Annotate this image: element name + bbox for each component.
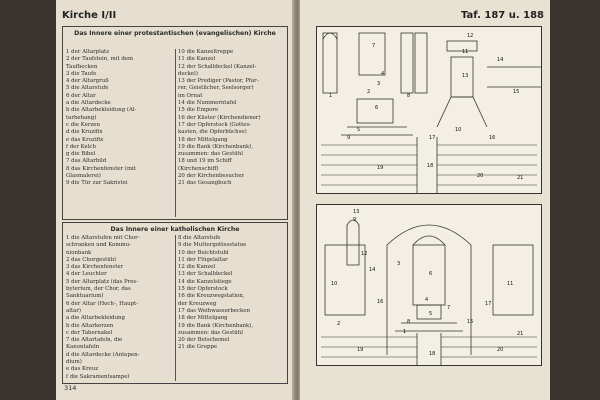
legend-item: 20 der Kirchenbesucher bbox=[178, 173, 245, 180]
legend-item: a die Altarbekleidung bbox=[66, 315, 125, 322]
catholic-church-legend bbox=[62, 222, 288, 384]
callout-number: 14 bbox=[497, 57, 504, 63]
callout-number: 14 bbox=[369, 267, 376, 273]
legend-item: zusammen: das Gestühl bbox=[178, 151, 243, 158]
protestant-legend-columns bbox=[63, 49, 287, 188]
legend-item: Kanontafeln bbox=[66, 344, 100, 351]
legend-item: 9 die Muttergottesstatue bbox=[178, 242, 247, 249]
legend-item: 6 der Altar (Hoch-, Haupt- bbox=[66, 300, 138, 307]
legend-item: 16 der Küster (Kirchendiener) bbox=[178, 114, 261, 121]
legend-item: der Kreuzweg bbox=[178, 300, 217, 307]
legend-item: 16 die Kreuzwegstation, bbox=[178, 293, 245, 300]
legend-column-left bbox=[63, 235, 175, 381]
legend-item: 9 die Tür zur Sakristei bbox=[66, 180, 128, 187]
callout-number: 20 bbox=[497, 347, 504, 353]
legend-column-right bbox=[175, 49, 287, 188]
legend-item: 7 die Altartafeln, die bbox=[66, 337, 123, 344]
legend-item: b die Altarbekleidung (Al- bbox=[66, 107, 137, 114]
legend-item: e das Kreuz bbox=[66, 366, 99, 373]
legend-item: d die Altardecke (Antepen- bbox=[66, 351, 140, 358]
catholic-church-drawing bbox=[317, 205, 541, 365]
callout-number: 1 bbox=[403, 329, 407, 335]
legend-item: schranken und Kommu- bbox=[66, 242, 131, 249]
callout-number: 2 bbox=[337, 321, 341, 327]
legend-item: 17 der Opferstock (Gottes- bbox=[178, 121, 252, 128]
callout-number: 15 bbox=[513, 89, 520, 95]
legend-item: 10 der Beichtstuhl bbox=[178, 249, 229, 256]
legend-item: 15 der Opferstock bbox=[178, 286, 228, 293]
legend-item: 2 der Taufstein, mit dem bbox=[66, 56, 134, 63]
legend-item: 13 der Schalldeckel bbox=[178, 271, 233, 278]
callout-number: 9 bbox=[353, 217, 357, 223]
legend-item: 19 die Bank (Kirchenbank), bbox=[178, 322, 254, 329]
legend-item: Glasmalerei) bbox=[66, 173, 101, 180]
legend-item: 20 der Betschemel bbox=[178, 337, 230, 344]
legend-item: c die Kerzen bbox=[66, 121, 100, 128]
callout-number: 8 bbox=[407, 93, 411, 99]
legend-item: e das Kruzifix bbox=[66, 136, 104, 143]
protestant-church-legend bbox=[62, 26, 288, 220]
legend-item: tarbehang) bbox=[66, 114, 97, 121]
legend-item: 2 das Chorgestühl bbox=[66, 256, 116, 263]
legend-item: 11 der Flügelaltar bbox=[178, 256, 228, 263]
legend-item: 10 die Kanzeltreppe bbox=[178, 49, 234, 55]
callout-number: 11 bbox=[507, 281, 514, 287]
legend-item: 8 das Kirchenfenster (mit bbox=[66, 165, 136, 172]
legend-item: 11 die Kanzel bbox=[178, 56, 216, 63]
section-title-catholic: Das Innere einer katholischen Kirche bbox=[110, 226, 240, 233]
legend-item: 5 die Altarstufe bbox=[66, 85, 109, 92]
callout-number: 12 bbox=[361, 251, 368, 257]
callout-number: 2 bbox=[367, 89, 371, 95]
legend-item: 6 der Altar bbox=[66, 92, 96, 99]
legend-item: 21 die Gruppe bbox=[178, 344, 218, 351]
legend-item: byterium, der Chor, das bbox=[66, 286, 131, 293]
legend-item: b die Altarkerzen bbox=[66, 322, 114, 329]
callout-number: 1 bbox=[329, 93, 333, 99]
catholic-church-illustration bbox=[316, 204, 542, 366]
legend-item: 17 das Weihwasserbecken bbox=[178, 307, 250, 314]
legend-item: 12 die Kanzel bbox=[178, 264, 216, 271]
callout-number: 16 bbox=[489, 135, 496, 141]
legend-item: 18 der Mittelgang bbox=[178, 315, 228, 322]
legend-item: rer, Geistlicher, Seelsorger) bbox=[178, 85, 254, 92]
left-page-header: Kirche I/II bbox=[62, 10, 117, 21]
callout-number: 7 bbox=[447, 305, 451, 311]
legend-item: im Ornat bbox=[178, 92, 203, 99]
callout-number: 11 bbox=[462, 49, 469, 55]
legend-item: 15 die Empore bbox=[178, 107, 219, 114]
legend-item: 14 die Kanzelstiege bbox=[178, 278, 232, 285]
callout-number: 19 bbox=[357, 347, 364, 353]
right-page bbox=[300, 0, 550, 400]
legend-item: kasten, die Opferbüchse) bbox=[178, 129, 247, 136]
catholic-legend-columns bbox=[63, 235, 287, 381]
legend-item: c der Tabernakel bbox=[66, 329, 113, 336]
legend-item: f der Kelch bbox=[66, 143, 96, 150]
legend-item: 4 der Leuchter bbox=[66, 271, 107, 278]
callout-number: 4 bbox=[381, 71, 385, 77]
legend-item: 21 das Gesangbuch bbox=[178, 180, 232, 187]
callout-number: 16 bbox=[377, 299, 384, 305]
legend-item: nionbank bbox=[66, 249, 92, 256]
protestant-church-illustration bbox=[316, 26, 542, 194]
left-page bbox=[56, 0, 294, 400]
legend-item: 19 die Bank (Kirchenbank), bbox=[178, 143, 254, 150]
legend-item: 18 der Mittelgang bbox=[178, 136, 228, 143]
legend-item: f die Sakramentsampel bbox=[66, 373, 130, 380]
legend-item: a die Altardecke bbox=[66, 100, 111, 107]
legend-item: 3 die Taufe bbox=[66, 70, 97, 77]
right-page-header: Taf. 187 u. 188 bbox=[461, 10, 544, 21]
legend-item: 14 die Nummerntafel bbox=[178, 100, 237, 107]
legend-item: d die Kruzifix bbox=[66, 129, 103, 136]
callout-number: 3 bbox=[377, 81, 381, 87]
callout-number: 10 bbox=[331, 281, 338, 287]
legend-item: 18 und 19 im Schiff bbox=[178, 158, 232, 165]
callout-number: 3 bbox=[397, 261, 401, 267]
callout-number: 5 bbox=[357, 127, 361, 133]
legend-item: 7 das Altarbild bbox=[66, 158, 107, 165]
callout-number: 13 bbox=[462, 73, 469, 79]
callout-number: 8 bbox=[407, 319, 411, 325]
legend-column-left bbox=[63, 49, 175, 188]
callout-number: 12 bbox=[467, 33, 474, 39]
legend-item: 5 der Altarplatz (das Pres- bbox=[66, 278, 138, 285]
legend-item: g die Bibel bbox=[66, 151, 96, 158]
legend-item: deckel) bbox=[178, 70, 198, 77]
protestant-church-drawing bbox=[317, 27, 541, 193]
legend-item: 1 der Altarplatz bbox=[66, 49, 110, 55]
callout-number: 20 bbox=[477, 173, 484, 179]
callout-number: 19 bbox=[377, 165, 384, 171]
callout-number: 7 bbox=[372, 43, 376, 49]
callout-number: 17 bbox=[429, 135, 436, 141]
callout-number: 17 bbox=[485, 301, 492, 307]
callout-number: 18 bbox=[427, 163, 434, 169]
callout-number: 13 bbox=[353, 209, 360, 215]
callout-number: 4 bbox=[425, 297, 429, 303]
page-number: 314 bbox=[64, 384, 77, 392]
legend-item: 12 der Schalldeckel (Kanzel- bbox=[178, 63, 257, 70]
legend-item: 1 die Altarstufen mit Chor- bbox=[66, 235, 140, 241]
callout-number: 18 bbox=[429, 351, 436, 357]
callout-number: 6 bbox=[429, 271, 433, 277]
legend-item: 4 der Altargruß bbox=[66, 78, 109, 85]
legend-item: 8 die Altarstufe bbox=[178, 235, 221, 241]
callout-number: 15 bbox=[467, 319, 474, 325]
callout-number: 6 bbox=[375, 105, 379, 111]
callout-number: 5 bbox=[429, 311, 433, 317]
legend-item: Sanktuarium) bbox=[66, 293, 104, 300]
callout-number: 10 bbox=[455, 127, 462, 133]
legend-column-right bbox=[175, 235, 287, 381]
legend-item: 3 das Kirchenfenster bbox=[66, 264, 124, 271]
legend-item: Taufbecken bbox=[66, 63, 98, 70]
legend-item: (Kirchenschiff) bbox=[178, 165, 219, 172]
callout-number: 21 bbox=[517, 175, 524, 181]
legend-item: altar) bbox=[66, 307, 81, 314]
section-title-protestant: Das Innere einer protestantischen (evangelischen) Kirche bbox=[74, 30, 276, 37]
legend-item: dium) bbox=[66, 359, 82, 366]
legend-item: 13 der Prediger (Pastor, Pfar- bbox=[178, 78, 259, 85]
legend-item: zusammen: das Gestühl bbox=[178, 329, 243, 336]
callout-number: 9 bbox=[347, 135, 351, 141]
callout-number: 21 bbox=[517, 331, 524, 337]
